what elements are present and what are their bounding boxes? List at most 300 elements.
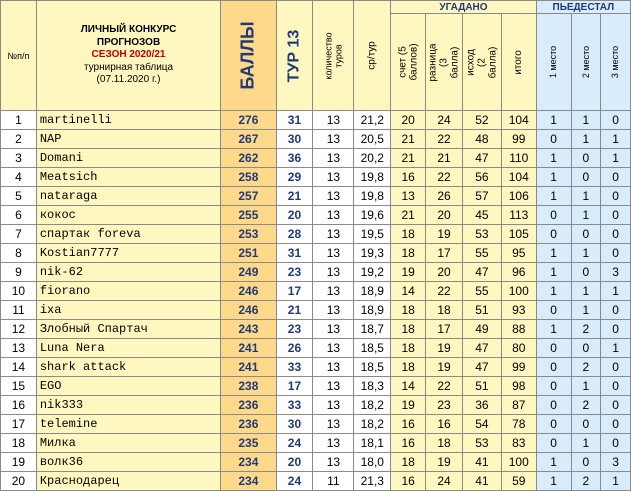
- header-exact: счет (5 баллов): [391, 14, 426, 111]
- tour-score: 23: [276, 320, 313, 339]
- avg-per-tour: 18,2: [354, 415, 391, 434]
- header-total: итого: [501, 14, 536, 111]
- exact-count: 16: [391, 434, 426, 453]
- outcome-count: 47: [462, 358, 501, 377]
- table-date: (07.11.2020 г.): [96, 74, 161, 86]
- outcome-count: 41: [462, 472, 501, 491]
- score-cell: 267: [221, 130, 276, 149]
- diff-count: 17: [426, 244, 463, 263]
- place3-count: 1: [601, 472, 631, 491]
- header-place3: 3 место: [601, 14, 631, 111]
- avg-per-tour: 20,2: [354, 149, 391, 168]
- guessed-total: 93: [501, 301, 536, 320]
- score-cell: 238: [221, 377, 276, 396]
- row-number: 20: [1, 472, 37, 491]
- avg-per-tour: 19,2: [354, 263, 391, 282]
- exact-count: 18: [391, 320, 426, 339]
- table-row: [1, 339, 631, 358]
- tour-score: 20: [276, 453, 313, 472]
- diff-count: 24: [426, 472, 463, 491]
- table-row: [1, 187, 631, 206]
- exact-count: 14: [391, 282, 426, 301]
- place1-count: 0: [536, 301, 571, 320]
- player-name: волк36: [36, 453, 220, 472]
- avg-per-tour: 19,3: [354, 244, 391, 263]
- guessed-total: 87: [501, 396, 536, 415]
- row-number: 11: [1, 301, 37, 320]
- exact-count: 21: [391, 206, 426, 225]
- avg-per-tour: 21,2: [354, 111, 391, 130]
- place3-count: 0: [601, 111, 631, 130]
- score-cell: 276: [221, 111, 276, 130]
- place2-count: 1: [571, 111, 601, 130]
- exact-count: 16: [391, 168, 426, 187]
- diff-count: 19: [426, 339, 463, 358]
- avg-per-tour: 18,0: [354, 453, 391, 472]
- header-tour: ТУР 13: [276, 1, 313, 111]
- header-num: №п/п: [1, 1, 37, 111]
- tours-count: 13: [313, 130, 354, 149]
- row-number: 8: [1, 244, 37, 263]
- header-outcome: исход (2 балла): [462, 14, 501, 111]
- tours-count: 13: [313, 320, 354, 339]
- title-line1: ЛИЧНЫЙ КОНКУРС: [80, 24, 177, 36]
- tour-score: 21: [276, 301, 313, 320]
- diff-count: 18: [426, 434, 463, 453]
- place3-count: 0: [601, 244, 631, 263]
- table-row: [1, 263, 631, 282]
- player-name: кокос: [36, 206, 220, 225]
- tour-score: 24: [276, 434, 313, 453]
- place2-count: 2: [571, 320, 601, 339]
- diff-count: 19: [426, 225, 463, 244]
- guessed-total: 95: [501, 244, 536, 263]
- exact-count: 19: [391, 396, 426, 415]
- player-name: Domani: [36, 149, 220, 168]
- outcome-count: 53: [462, 434, 501, 453]
- score-cell: 257: [221, 187, 276, 206]
- tours-count: 13: [313, 434, 354, 453]
- diff-count: 19: [426, 453, 463, 472]
- avg-per-tour: 18,9: [354, 282, 391, 301]
- table-row: [1, 396, 631, 415]
- avg-per-tour: 19,8: [354, 187, 391, 206]
- table-row: [1, 282, 631, 301]
- place2-count: 0: [571, 168, 601, 187]
- place2-count: 0: [571, 339, 601, 358]
- player-name: ixa: [36, 301, 220, 320]
- guessed-total: 106: [501, 187, 536, 206]
- place1-count: 1: [536, 320, 571, 339]
- row-number: 5: [1, 187, 37, 206]
- place1-count: 0: [536, 339, 571, 358]
- tours-count: 13: [313, 168, 354, 187]
- place1-count: 1: [536, 168, 571, 187]
- tour-score: 28: [276, 225, 313, 244]
- place3-count: 3: [601, 263, 631, 282]
- score-cell: 234: [221, 472, 276, 491]
- place1-count: 1: [536, 111, 571, 130]
- place3-count: 1: [601, 130, 631, 149]
- table-row: [1, 434, 631, 453]
- place3-count: 1: [601, 339, 631, 358]
- player-name: спартак foreva: [36, 225, 220, 244]
- diff-count: 22: [426, 377, 463, 396]
- exact-count: 18: [391, 339, 426, 358]
- guessed-total: 83: [501, 434, 536, 453]
- tour-score: 31: [276, 111, 313, 130]
- guessed-total: 104: [501, 111, 536, 130]
- player-name: Злобный Спартач: [36, 320, 220, 339]
- outcome-count: 55: [462, 244, 501, 263]
- tours-count: 13: [313, 396, 354, 415]
- guessed-total: 100: [501, 453, 536, 472]
- tours-count: 13: [313, 263, 354, 282]
- diff-count: 22: [426, 130, 463, 149]
- avg-per-tour: 18,7: [354, 320, 391, 339]
- place3-count: 0: [601, 415, 631, 434]
- player-name: NAP: [36, 130, 220, 149]
- player-name: nataraga: [36, 187, 220, 206]
- place1-count: 1: [536, 187, 571, 206]
- table-row: [1, 358, 631, 377]
- score-cell: 255: [221, 206, 276, 225]
- tour-score: 29: [276, 168, 313, 187]
- tours-count: 13: [313, 377, 354, 396]
- score-cell: 236: [221, 415, 276, 434]
- outcome-count: 51: [462, 301, 501, 320]
- place1-count: 0: [536, 358, 571, 377]
- season-label: СЕЗОН 2020/21: [91, 49, 166, 61]
- score-cell: 243: [221, 320, 276, 339]
- diff-count: 26: [426, 187, 463, 206]
- place1-count: 1: [536, 149, 571, 168]
- place2-count: 2: [571, 472, 601, 491]
- table-row: [1, 168, 631, 187]
- table-body: [1, 111, 631, 491]
- player-name: fiorano: [36, 282, 220, 301]
- place2-count: 0: [571, 263, 601, 282]
- place2-count: 0: [571, 415, 601, 434]
- row-number: 12: [1, 320, 37, 339]
- row-number: 1: [1, 111, 37, 130]
- place3-count: 0: [601, 320, 631, 339]
- place2-count: 2: [571, 396, 601, 415]
- table-row: [1, 130, 631, 149]
- place3-count: 0: [601, 434, 631, 453]
- exact-count: 18: [391, 301, 426, 320]
- player-name: Luna Nera: [36, 339, 220, 358]
- header-score: БАЛЛЫ: [221, 1, 276, 111]
- tour-score: 30: [276, 130, 313, 149]
- place1-count: 0: [536, 434, 571, 453]
- guessed-total: 98: [501, 377, 536, 396]
- header-tours-count: количество туров: [313, 1, 354, 111]
- avg-per-tour: 19,6: [354, 206, 391, 225]
- place2-count: 1: [571, 434, 601, 453]
- row-number: 10: [1, 282, 37, 301]
- place2-count: 0: [571, 453, 601, 472]
- avg-per-tour: 18,3: [354, 377, 391, 396]
- row-number: 7: [1, 225, 37, 244]
- score-cell: 241: [221, 339, 276, 358]
- guessed-total: 96: [501, 263, 536, 282]
- row-number: 15: [1, 377, 37, 396]
- avg-per-tour: 18,2: [354, 396, 391, 415]
- outcome-count: 47: [462, 149, 501, 168]
- place3-count: 1: [601, 149, 631, 168]
- diff-count: 19: [426, 358, 463, 377]
- place3-count: 0: [601, 225, 631, 244]
- diff-count: 22: [426, 168, 463, 187]
- diff-count: 16: [426, 415, 463, 434]
- avg-per-tour: 19,5: [354, 225, 391, 244]
- tours-count: 13: [313, 187, 354, 206]
- player-name: nik333: [36, 396, 220, 415]
- place2-count: 1: [571, 206, 601, 225]
- place2-count: 2: [571, 358, 601, 377]
- table-row: [1, 244, 631, 263]
- header-place2: 2 место: [571, 14, 601, 111]
- header-title: [36, 1, 220, 111]
- diff-count: 22: [426, 282, 463, 301]
- exact-count: 16: [391, 415, 426, 434]
- outcome-count: 56: [462, 168, 501, 187]
- player-name: Краснодарец: [36, 472, 220, 491]
- place2-count: 1: [571, 282, 601, 301]
- tours-count: 13: [313, 339, 354, 358]
- tour-score: 17: [276, 377, 313, 396]
- tour-score: 30: [276, 415, 313, 434]
- tour-score: 33: [276, 358, 313, 377]
- score-cell: 262: [221, 149, 276, 168]
- row-number: 9: [1, 263, 37, 282]
- tours-count: 13: [313, 244, 354, 263]
- guessed-total: 59: [501, 472, 536, 491]
- row-number: 13: [1, 339, 37, 358]
- table-row: [1, 453, 631, 472]
- place2-count: 1: [571, 130, 601, 149]
- guessed-total: 105: [501, 225, 536, 244]
- outcome-count: 36: [462, 396, 501, 415]
- outcome-count: 41: [462, 453, 501, 472]
- table-row: [1, 149, 631, 168]
- avg-per-tour: 18,1: [354, 434, 391, 453]
- avg-per-tour: 18,9: [354, 301, 391, 320]
- table-row: [1, 377, 631, 396]
- guessed-group-header: УГАДАНО: [391, 1, 536, 14]
- tour-score: 36: [276, 149, 313, 168]
- place1-count: 0: [536, 130, 571, 149]
- diff-count: 23: [426, 396, 463, 415]
- score-cell: 234: [221, 453, 276, 472]
- header-diff: разница (3 балла): [426, 14, 463, 111]
- row-number: 6: [1, 206, 37, 225]
- player-name: shark attack: [36, 358, 220, 377]
- place3-count: 3: [601, 453, 631, 472]
- score-cell: 249: [221, 263, 276, 282]
- place1-count: 1: [536, 282, 571, 301]
- place3-count: 1: [601, 282, 631, 301]
- exact-count: 18: [391, 244, 426, 263]
- place1-count: 1: [536, 453, 571, 472]
- outcome-count: 54: [462, 415, 501, 434]
- exact-count: 19: [391, 263, 426, 282]
- player-name: Meatsich: [36, 168, 220, 187]
- table-row: [1, 415, 631, 434]
- exact-count: 13: [391, 187, 426, 206]
- exact-count: 16: [391, 472, 426, 491]
- player-name: martinelli: [36, 111, 220, 130]
- player-name: EGO: [36, 377, 220, 396]
- place2-count: 1: [571, 301, 601, 320]
- outcome-count: 57: [462, 187, 501, 206]
- place3-count: 0: [601, 358, 631, 377]
- place3-count: 0: [601, 301, 631, 320]
- row-number: 16: [1, 396, 37, 415]
- tours-count: 13: [313, 358, 354, 377]
- tours-count: 11: [313, 472, 354, 491]
- avg-per-tour: 18,5: [354, 339, 391, 358]
- player-name: telemine: [36, 415, 220, 434]
- table-row: [1, 301, 631, 320]
- tour-score: 26: [276, 339, 313, 358]
- score-cell: 246: [221, 282, 276, 301]
- tours-count: 13: [313, 453, 354, 472]
- exact-count: 18: [391, 453, 426, 472]
- diff-count: 17: [426, 320, 463, 339]
- diff-count: 20: [426, 206, 463, 225]
- outcome-count: 48: [462, 130, 501, 149]
- row-number: 18: [1, 434, 37, 453]
- place1-count: 1: [536, 244, 571, 263]
- diff-count: 20: [426, 263, 463, 282]
- outcome-count: 55: [462, 282, 501, 301]
- avg-per-tour: 20,5: [354, 130, 391, 149]
- tour-score: 31: [276, 244, 313, 263]
- place2-count: 0: [571, 149, 601, 168]
- score-cell: 236: [221, 396, 276, 415]
- tour-score: 21: [276, 187, 313, 206]
- score-cell: 235: [221, 434, 276, 453]
- place3-count: 0: [601, 187, 631, 206]
- place2-count: 1: [571, 377, 601, 396]
- place1-count: 0: [536, 415, 571, 434]
- row-number: 14: [1, 358, 37, 377]
- header-place1: 1 место: [536, 14, 571, 111]
- diff-count: 18: [426, 301, 463, 320]
- place2-count: 1: [571, 187, 601, 206]
- tours-count: 13: [313, 282, 354, 301]
- tours-count: 13: [313, 415, 354, 434]
- outcome-count: 51: [462, 377, 501, 396]
- tours-count: 13: [313, 225, 354, 244]
- exact-count: 18: [391, 225, 426, 244]
- table-subtitle: турнирная таблица: [83, 61, 174, 73]
- guessed-total: 88: [501, 320, 536, 339]
- place1-count: 0: [536, 396, 571, 415]
- place2-count: 0: [571, 225, 601, 244]
- score-cell: 241: [221, 358, 276, 377]
- place1-count: 0: [536, 206, 571, 225]
- diff-count: 24: [426, 111, 463, 130]
- score-cell: 258: [221, 168, 276, 187]
- outcome-count: 47: [462, 339, 501, 358]
- tours-count: 13: [313, 301, 354, 320]
- score-cell: 251: [221, 244, 276, 263]
- exact-count: 21: [391, 130, 426, 149]
- guessed-total: 110: [501, 149, 536, 168]
- tour-score: 17: [276, 282, 313, 301]
- outcome-count: 52: [462, 111, 501, 130]
- exact-count: 14: [391, 377, 426, 396]
- table-row: [1, 206, 631, 225]
- player-name: nik-62: [36, 263, 220, 282]
- diff-count: 21: [426, 149, 463, 168]
- avg-per-tour: 21,3: [354, 472, 391, 491]
- tour-score: 20: [276, 206, 313, 225]
- avg-per-tour: 19,8: [354, 168, 391, 187]
- guessed-total: 113: [501, 206, 536, 225]
- outcome-count: 45: [462, 206, 501, 225]
- row-number: 17: [1, 415, 37, 434]
- outcome-count: 47: [462, 263, 501, 282]
- avg-per-tour: 18,5: [354, 358, 391, 377]
- player-name: Милка: [36, 434, 220, 453]
- outcome-count: 49: [462, 320, 501, 339]
- guessed-total: 80: [501, 339, 536, 358]
- guessed-total: 99: [501, 130, 536, 149]
- outcome-count: 53: [462, 225, 501, 244]
- podium-group-header: ПЬЕДЕСТАЛ: [536, 1, 630, 14]
- place3-count: 0: [601, 168, 631, 187]
- guessed-total: 99: [501, 358, 536, 377]
- place1-count: 0: [536, 225, 571, 244]
- guessed-total: 104: [501, 168, 536, 187]
- tours-count: 13: [313, 111, 354, 130]
- row-number: 3: [1, 149, 37, 168]
- place1-count: 1: [536, 472, 571, 491]
- exact-count: 20: [391, 111, 426, 130]
- row-number: 4: [1, 168, 37, 187]
- tour-score: 33: [276, 396, 313, 415]
- player-name: Kostian7777: [36, 244, 220, 263]
- table-row: [1, 472, 631, 491]
- exact-count: 18: [391, 358, 426, 377]
- tour-score: 23: [276, 263, 313, 282]
- place1-count: 0: [536, 377, 571, 396]
- table-row: [1, 320, 631, 339]
- header-avg: ср/тур: [354, 1, 391, 111]
- tours-count: 13: [313, 149, 354, 168]
- score-cell: 253: [221, 225, 276, 244]
- score-cell: 246: [221, 301, 276, 320]
- exact-count: 21: [391, 149, 426, 168]
- guessed-total: 100: [501, 282, 536, 301]
- place2-count: 1: [571, 244, 601, 263]
- table-row: [1, 225, 631, 244]
- place3-count: 0: [601, 377, 631, 396]
- table-row: [1, 111, 631, 130]
- row-number: 19: [1, 453, 37, 472]
- tours-count: 13: [313, 206, 354, 225]
- guessed-total: 78: [501, 415, 536, 434]
- place3-count: 0: [601, 206, 631, 225]
- place3-count: 0: [601, 396, 631, 415]
- place1-count: 1: [536, 263, 571, 282]
- title-line2: ПРОГНОЗОВ: [96, 36, 161, 48]
- row-number: 2: [1, 130, 37, 149]
